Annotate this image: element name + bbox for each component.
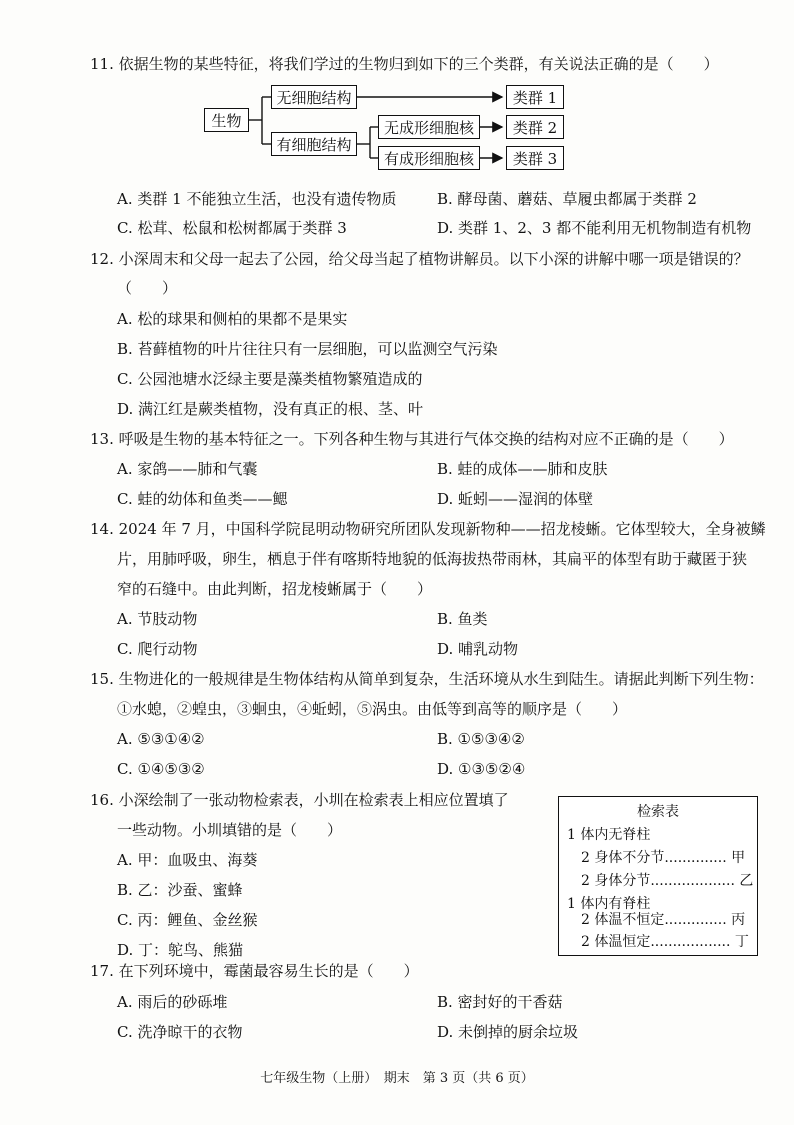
- diagram-no-nucleus-box: 无成形细胞核: [378, 115, 480, 139]
- q13-option-b: B. 蛙的成体——肺和皮肤: [437, 460, 608, 478]
- q16-option-a: A. 甲：血吸虫、海葵: [117, 851, 258, 869]
- q16-option-d: D. 丁：鸵鸟、熊猫: [117, 941, 244, 959]
- q11-stem: 11. 依据生物的某些特征，将我们学过的生物归到如下的三个类群，有关说法正确的是（ ）: [90, 55, 719, 73]
- diagram-group3-box: 类群 3: [506, 146, 564, 170]
- page-footer: 七年级生物（上册） 期末 第 3 页（共 6 页）: [260, 1071, 534, 1086]
- q12-paren: （ ）: [117, 279, 178, 297]
- q13-stem: 13. 呼吸是生物的基本特征之一。下列各种生物与其进行气体交换的结构对应不正确的是（ ）: [90, 430, 734, 448]
- lookup-table-row: 1 体内有脊柱: [567, 896, 651, 912]
- q12-option-d: D. 满江红是蕨类植物，没有真正的根、茎、叶: [117, 400, 424, 418]
- lookup-table-row: 2 体温恒定.................. 丁: [581, 934, 749, 950]
- q14-line1: 14. 2024 年 7 月，中国科学院昆明动物研究所团队发现新物种——招龙棱蜥。它体型较大，全身被鳞: [90, 520, 766, 538]
- q14-option-a: A. 节肢动物: [117, 610, 198, 628]
- q12-option-c: C. 公园池塘水泛绿主要是藻类植物繁殖造成的: [117, 370, 423, 388]
- diagram-cellular-box: 有细胞结构: [271, 132, 357, 156]
- q13-option-a: A. 家鸽——肺和气囊: [117, 460, 258, 478]
- q12-stem: 12. 小深周末和父母一起去了公园，给父母当起了植物讲解员。以下小深的讲解中哪一项是错误的？: [90, 250, 749, 268]
- q17-option-b: B. 密封好的干香菇: [437, 993, 563, 1011]
- lookup-table-title: 检索表: [637, 804, 679, 820]
- q12-option-a: A. 松的球果和侧柏的果都不是果实: [117, 310, 348, 328]
- diagram-acellular-box: 无细胞结构: [271, 85, 357, 109]
- q12-option-b: B. 苔藓植物的叶片往往只有一层细胞，可以监测空气污染: [117, 340, 498, 358]
- q16-option-b: B. 乙：沙蚕、蜜蜂: [117, 881, 243, 899]
- q17-option-d: D. 未倒掉的厨余垃圾: [437, 1023, 579, 1041]
- diagram-group2-box: 类群 2: [506, 115, 564, 139]
- q15-option-c: C. ①④⑤③②: [117, 760, 205, 778]
- q14-option-b: B. 鱼类: [437, 610, 488, 628]
- q11-option-b: B. 酵母菌、蘑菇、草履虫都属于类群 2: [437, 190, 697, 208]
- q13-option-d: D. 蚯蚓——湿润的体壁: [437, 490, 594, 508]
- q15-option-b: B. ①⑤③④②: [437, 730, 525, 748]
- lookup-table-row: 1 体内无脊柱: [567, 827, 651, 843]
- q13-option-c: C. 蛙的幼体和鱼类——鳃: [117, 490, 288, 508]
- q17-option-a: A. 雨后的砂砾堆: [117, 993, 228, 1011]
- q14-line3: 窄的石缝中。由此判断，招龙棱蜥属于（ ）: [117, 580, 433, 598]
- lookup-table: [558, 796, 758, 956]
- lookup-table-row: 2 身体不分节.............. 甲: [581, 850, 746, 866]
- q14-option-d: D. 哺乳动物: [437, 640, 519, 658]
- diagram-root-box: 生物: [204, 108, 249, 132]
- q16-line2: 一些动物。小圳填错的是（ ）: [117, 821, 343, 839]
- q14-option-c: C. 爬行动物: [117, 640, 198, 658]
- q16-option-c: C. 丙：鲤鱼、金丝猴: [117, 911, 258, 929]
- q15-line1: 15. 生物进化的一般规律是生物体结构从简单到复杂，生活环境从水生到陆生。请据此判断下列生物：: [90, 670, 764, 688]
- q15-option-d: D. ①③⑤②④: [437, 760, 526, 778]
- q15-option-a: A. ⑤③①④②: [117, 730, 205, 748]
- lookup-table-row: 2 身体分节................... 乙: [581, 873, 754, 889]
- q15-line2: ①水螅，②蝗虫，③蛔虫，④蚯蚓，⑤涡虫。由低等到高等的顺序是（ ）: [117, 700, 628, 718]
- diagram-group1-box: 类群 1: [506, 85, 564, 109]
- q16-line1: 16. 小深绘制了一张动物检索表，小圳在检索表上相应位置填了: [90, 791, 509, 809]
- lookup-table-row: 2 体温不恒定.............. 丙: [581, 912, 746, 928]
- q14-line2: 片，用肺呼吸，卵生，栖息于伴有喀斯特地貌的低海拔热带雨林，其扁平的体型有助于藏匿于狭: [117, 550, 748, 568]
- q11-option-d: D. 类群 1、2、3 都不能利用无机物制造有机物: [437, 219, 752, 237]
- q17-stem: 17. 在下列环境中，霉菌最容易生长的是（ ）: [90, 962, 419, 980]
- q17-option-c: C. 洗净晾干的衣物: [117, 1023, 243, 1041]
- diagram-has-nucleus-box: 有成形细胞核: [378, 146, 480, 170]
- q11-option-a: A. 类群 1 不能独立生活，也没有遗传物质: [117, 190, 397, 208]
- q11-option-c: C. 松茸、松鼠和松树都属于类群 3: [117, 219, 347, 237]
